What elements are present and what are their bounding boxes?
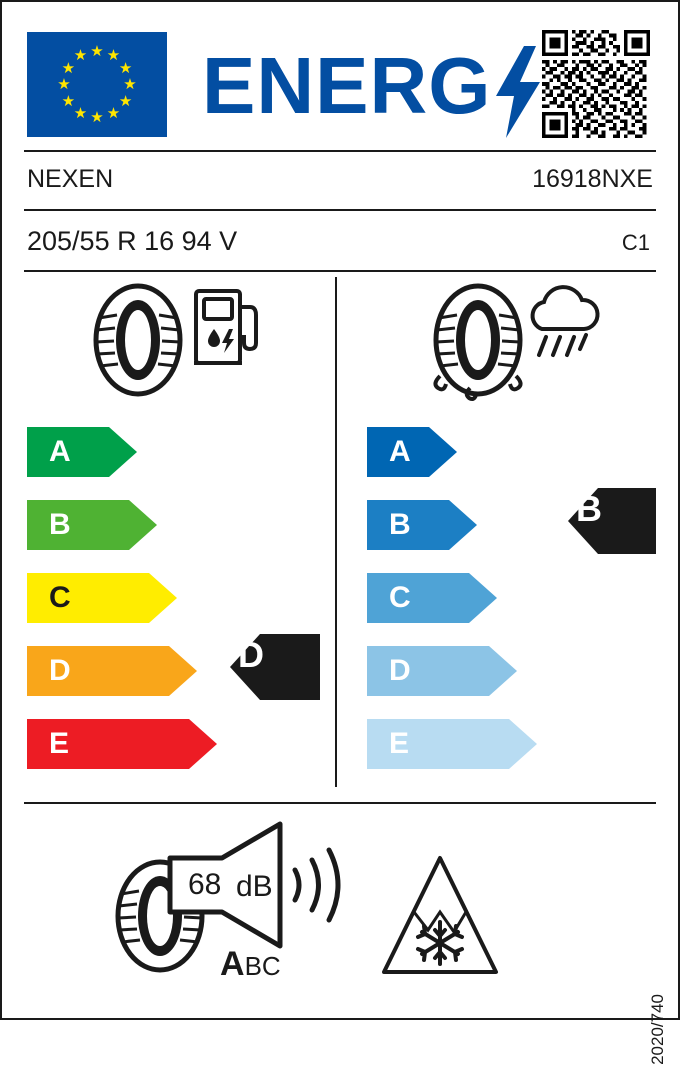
grade-arrow-c: C [367, 573, 497, 623]
snowflake-mountain-icon [380, 850, 500, 985]
eu-star-icon: ★ [123, 76, 137, 93]
eu-star-icon: ★ [61, 59, 76, 77]
eu-star-icon: ★ [73, 104, 88, 122]
noise-class-rest: BC [244, 951, 281, 981]
eu-star-icon: ★ [106, 104, 121, 122]
divider-brand [24, 209, 656, 211]
grade-arrow-e: E [367, 719, 537, 769]
grade-arrow-b: B [27, 500, 157, 550]
tyre-icon [90, 284, 186, 401]
divider-noise [24, 802, 656, 804]
noise-class [220, 945, 281, 984]
divider-header [24, 150, 656, 152]
tyre-class: C1 [621, 230, 650, 255]
wet-grip-result: B [568, 488, 656, 554]
grade-arrow-d: D [367, 646, 517, 696]
noise-class-selected: A [220, 945, 245, 983]
eu-flag-icon [27, 32, 167, 137]
eu-star-icon: ★ [61, 92, 76, 110]
label-header [2, 2, 678, 150]
qr-code-icon [542, 30, 650, 138]
grade-arrow-a: A [367, 427, 457, 477]
eu-star-icon: ★ [90, 109, 104, 126]
eu-star-icon: ★ [118, 59, 133, 77]
grade-arrow-d: D [27, 646, 197, 696]
eu-star-icon: ★ [57, 76, 71, 93]
brand-name: NEXEN [27, 165, 114, 193]
eu-star-icon: ★ [118, 92, 133, 110]
noise-value: 68 [188, 868, 222, 901]
grade-arrow-c: C [27, 573, 177, 623]
tyre-size: 205/55 R 16 94 V [27, 226, 238, 256]
eu-star-icon: ★ [73, 47, 88, 65]
grade-arrow-a: A [27, 427, 137, 477]
fuel-pump-icon [192, 285, 262, 372]
grade-arrow-e: E [27, 719, 217, 769]
divider-vertical [335, 277, 337, 787]
rain-cloud-icon [524, 283, 602, 376]
page-title: ENERG [202, 41, 492, 130]
grade-arrow-b: B [367, 500, 477, 550]
model-code: 16918NXE [532, 165, 653, 193]
fuel-efficiency-result: D [230, 634, 320, 700]
regulation-reference: 2020/740 [648, 994, 667, 1065]
eu-star-icon: ★ [90, 43, 104, 60]
lightning-bolt-icon [494, 46, 540, 138]
noise-unit: dB [236, 870, 273, 903]
divider-size [24, 270, 656, 272]
tyre-icon [430, 284, 526, 401]
eu-star-icon: ★ [106, 47, 121, 65]
